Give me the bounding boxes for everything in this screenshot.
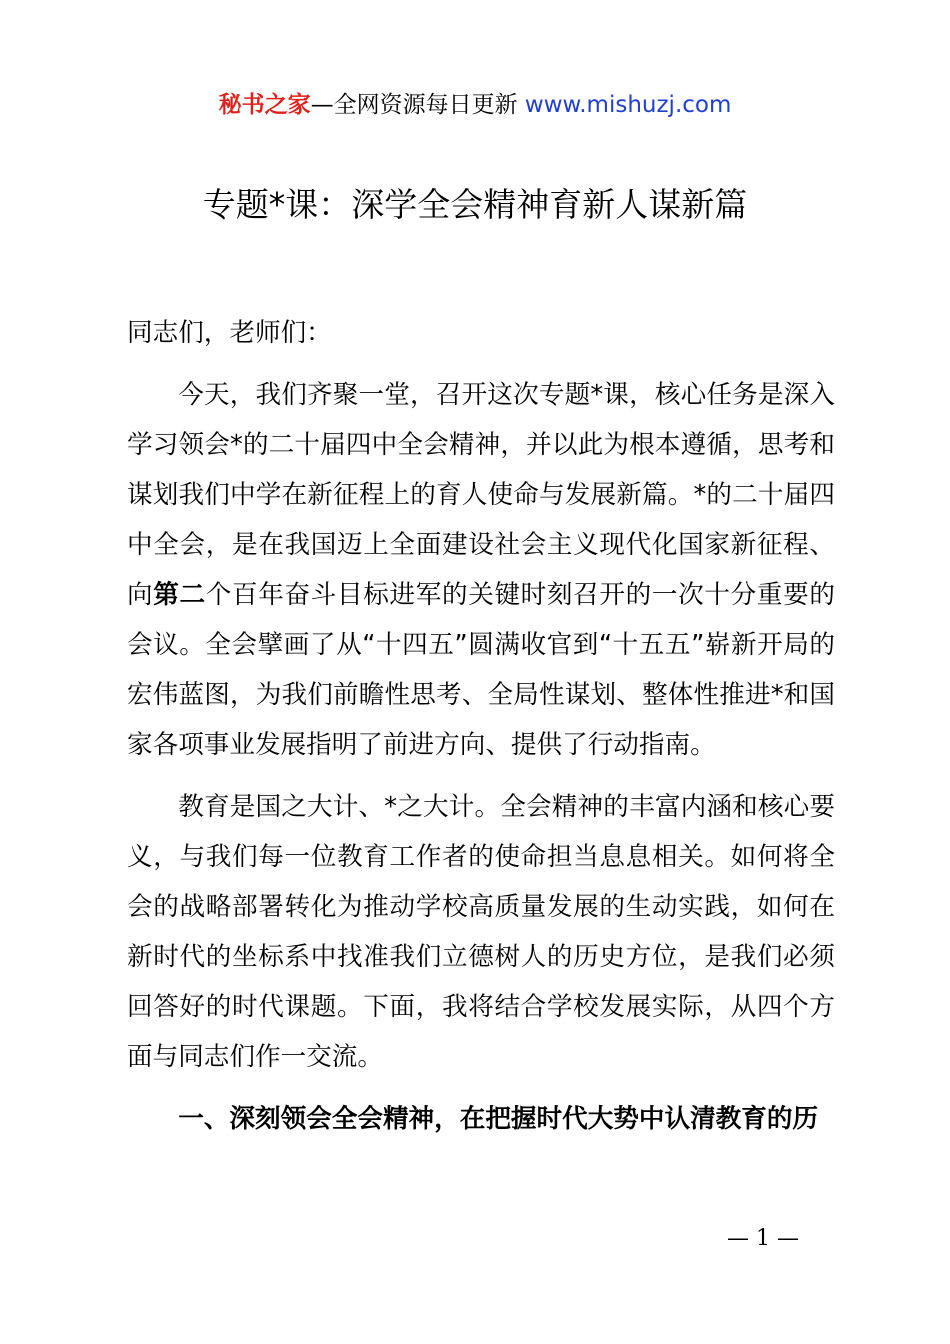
salutation: 同志们，老师们：	[127, 318, 332, 348]
paragraph-1	[127, 370, 835, 770]
paragraph-1-text-start: 今天，我们齐聚一堂，召开这次专题*课，核心任务是深入学习领会*的二十届四中全会精神，并以此为根本遵循，思考和谋划我们中学在新征程上的育人使命与发展新篇。*的二十届四中全会，是在我国迈上全面建设社会主义现代化国家新征程、向	[127, 380, 835, 610]
paragraph-2: 教育是国之大计、*之大计。全会精神的丰富内涵和核心要义，与我们每一位教育工作者的使命担当息息相关。如何将全会的战略部署转化为推动学校高质量发展的生动实践，如何在新时代的坐标系中找准我们立德树人的历史方位，是我们必须回答好的时代课题。下面，我将结合学校发展实际，从四个方面与同志们作一交流。	[127, 792, 835, 1072]
document-title: 专题*课：深学全会精神育新人谋新篇	[202, 185, 748, 224]
page-number: — 1 —	[727, 1226, 799, 1251]
paragraph-1-text-end: 个百年奋斗目标进军的关键时刻召开的一次十分重要的会议。全会擘画了从“十四五”圆满收官到“十五五”崭新开局的宏伟蓝图，为我们前瞻性思考、全局性谋划、整体性推进*和国家各项事业发展指明了前进方向、提供了行动指南。	[127, 580, 835, 760]
paragraph-1-bold-text: 第二	[153, 580, 206, 610]
site-header	[0, 88, 950, 122]
document-body	[127, 308, 835, 1144]
site-brand: 秘书之家	[218, 92, 311, 118]
section-1-heading: 一、深刻领会全会精神，在把握时代大势中认清教育的历	[178, 1104, 819, 1134]
site-tagline: —全网资源每日更新	[310, 92, 518, 118]
site-url-link[interactable]: www.mishuzj.com	[524, 92, 732, 118]
